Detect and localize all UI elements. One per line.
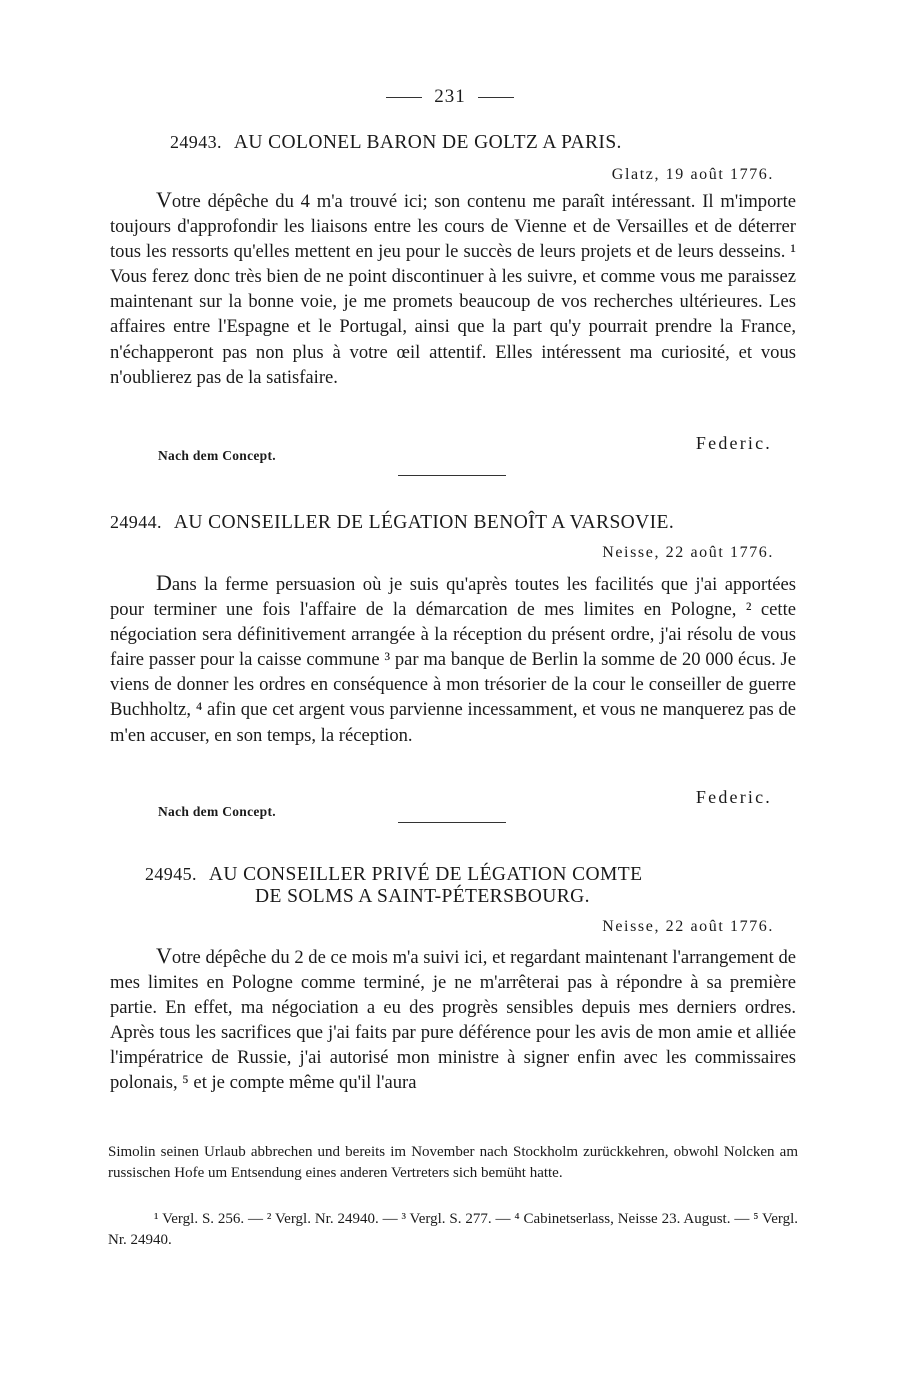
letter-heading — [110, 512, 810, 534]
letter-body — [110, 943, 796, 1096]
letter-text: otre dépêche du 4 m'a trouvé ici; son contenu me paraît intéressant. Il m'importe toujours d'approfondir les liaisons entre les cours de Vienne et de Versailles et de déterrer tous les ressorts qu'elles mettent en jeu pour le succès de leurs projets et de leurs desseins. ¹ Vous ferez donc très bien de ne point discontinuer à les suivre, et comme vous me paraissez maintenant sur la bonne voie, je me promets beaucoup de vos recherches ultérieures. Les affaires entre l'Espagne et le Portugal, ainsi que la part qu'y pourrait prendre la France, n'échapperont pas non plus à votre œil attentif. Elles intéressent ma curiosité, et vous n'oublierez pas de la satisfaire. — [110, 191, 796, 388]
letter-text: ans la ferme persuasion où je suis qu'après toutes les facilités que j'ai apportées pour terminer une fois l'affaire de la démarcation de mes limites en Pologne, ² cette négociation sera définitivement arrangée à la réception du présent ordre, j'ai résolu de vous faire passer pour la caisse commune ³ par ma banque de Berlin la somme de 20 000 écus. Je viens de donner les ordres en conséquence à mon trésorier de la cour le conseiller de guerre Buchholtz, ⁴ afin que cet argent vous parvienne incessamment, et vous ne manquerez pas de m'en accuser, en son temps, la réception. — [110, 574, 796, 746]
letter-dateline: Glatz, 19 août 1776. — [611, 166, 774, 183]
section-divider — [398, 475, 506, 476]
letter-title: AU CONSEILLER DE LÉGATION BENOÎT A VARSOVIE. — [173, 512, 675, 533]
letter-title: AU COLONEL BARON DE GOLTZ A PARIS. — [233, 132, 622, 153]
letter-number: 24944. — [110, 512, 162, 532]
page-number-dash-left — [386, 97, 422, 98]
letter-source: Nach dem Concept. — [158, 448, 276, 463]
letter-number: 24945. — [145, 864, 197, 884]
footnote-continuation: Simolin seinen Urlaub abbrechen und bereits im November nach Stockholm zurückkehren, obwohl Nolcken am russischen Hofe um Entsendung eines anderen Vertreters sich bemüht hatte. — [108, 1144, 798, 1181]
letter-initial: V — [156, 943, 172, 968]
letter-initial: D — [156, 570, 172, 595]
page-number: 231 — [0, 86, 900, 108]
letter-initial: V — [156, 187, 172, 212]
letter-number: 24943. — [170, 132, 222, 152]
letter-heading — [145, 864, 805, 908]
letter-body — [110, 570, 796, 748]
letter-signature: Federic. — [695, 787, 772, 807]
letter-title-line2: DE SOLMS A SAINT-PÉTERSBOURG. — [255, 886, 590, 907]
page-number-dash-right — [478, 97, 514, 98]
letter-dateline: Neisse, 22 août 1776. — [602, 918, 774, 935]
letter-title: AU CONSEILLER PRIVÉ DE LÉGATION COMTE — [208, 864, 643, 885]
letter-body — [110, 187, 796, 390]
section-divider — [398, 822, 506, 823]
letter-heading — [170, 132, 810, 154]
footnote-references: ¹ Vergl. S. 256. — ² Vergl. Nr. 24940. — ³ Vergl. S. 277. — ⁴ Cabinetserlass, Neisse 23. August. — ⁵ Vergl. Nr. 24940. — [108, 1211, 798, 1248]
letter-source: Nach dem Concept. — [158, 804, 276, 819]
letter-signature: Federic. — [695, 433, 772, 453]
letter-dateline: Neisse, 22 août 1776. — [602, 544, 774, 561]
letter-text: otre dépêche du 2 de ce mois m'a suivi ici, et regardant maintenant l'arrangement de mes limites en Pologne comme terminé, je ne m'arrêterai pas à répondre à sa première partie. En effet, ma négociation a eu des progrès sensibles depuis mes derniers ordres. Après tous les sacrifices que j'ai faits par pure déférence pour les avis de mon amie et alliée l'impératrice de Russie, j'ai autorisé mon ministre à signer enfin avec les commissaires polonais, ⁵ et je compte même qu'il l'aura — [110, 947, 796, 1094]
